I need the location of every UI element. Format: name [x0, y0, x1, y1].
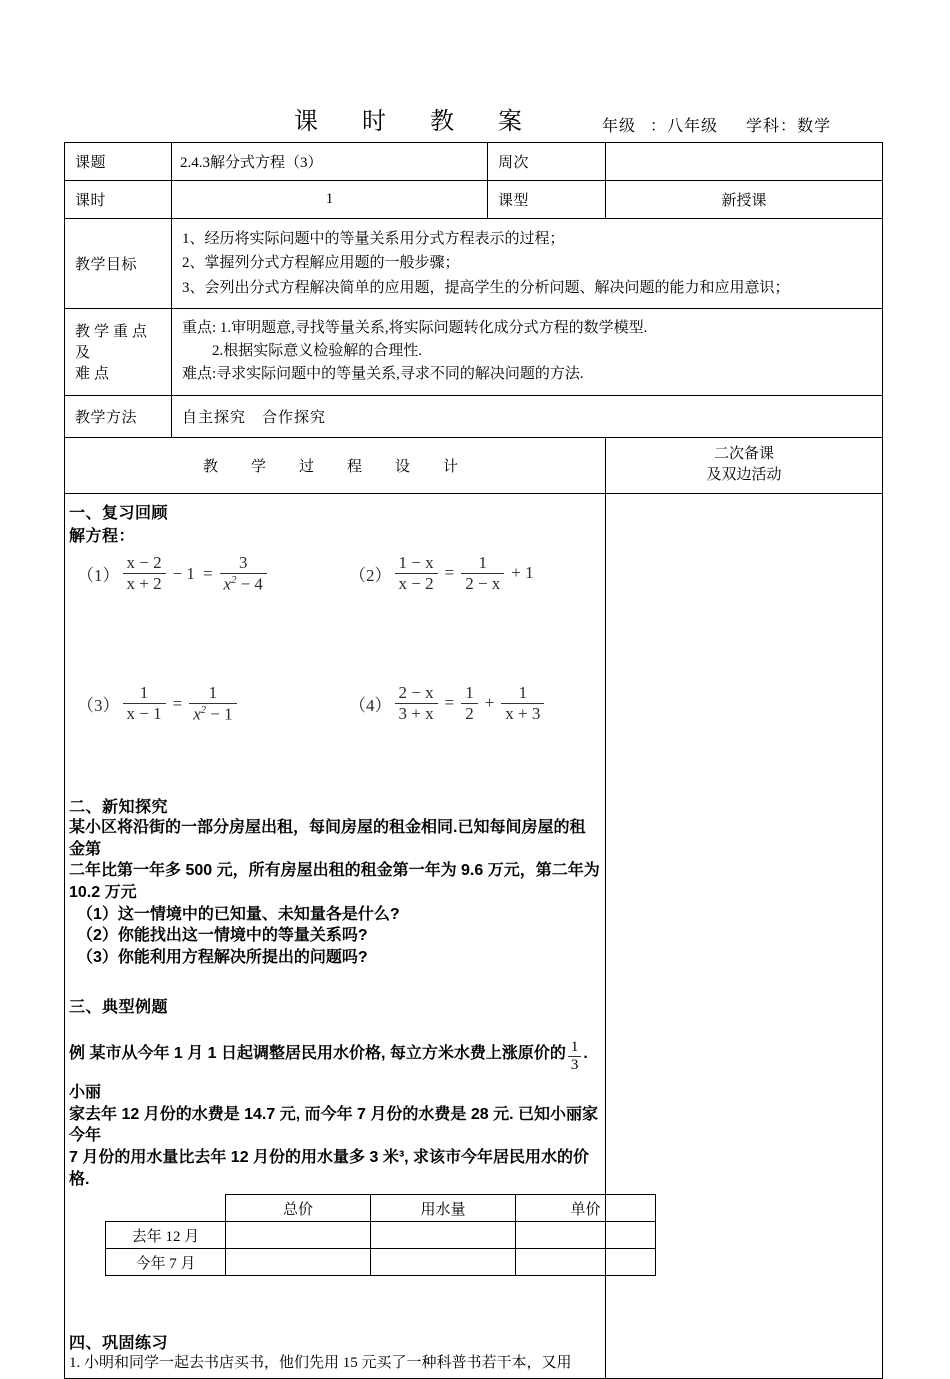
section3-heading: 三、典型例题 — [69, 999, 169, 1017]
water-usage-row2-total[interactable] — [226, 1249, 371, 1276]
equation-4 — [349, 684, 547, 723]
equation-3-f2-den-base: x — [193, 704, 201, 724]
equation-2-equals: = — [444, 563, 455, 583]
water-usage-row2-amount[interactable] — [371, 1249, 516, 1276]
example-fraction-denominator: 3 — [568, 1056, 582, 1073]
water-usage-table — [105, 1194, 656, 1276]
example-line-2: 家去年 12 月份的水费是 14.7 元, 而今年 7 月份的水费是 28 元. 已知小丽家今年 — [69, 1105, 598, 1145]
table-row-objectives — [65, 219, 883, 309]
equation-4-f2-numerator: 1 — [465, 683, 474, 703]
table-row-key-points — [65, 308, 883, 395]
equation-1-minus-one: − 1 — [172, 563, 195, 583]
equation-4-equals: = — [444, 693, 455, 713]
method-value[interactable]: 自主探究 合作探究 — [172, 395, 883, 437]
objectives-label: 教学目标 — [65, 219, 172, 309]
water-usage-table-header-row — [106, 1195, 656, 1222]
lesson-type-value[interactable]: 新授课 — [606, 181, 883, 219]
equation-3-f1-denominator: x − 1 — [123, 703, 166, 723]
equation-2-f1-numerator: 1 − x — [398, 553, 434, 573]
section2-paragraph-line3: 10.2 万元 — [69, 883, 137, 901]
section3-example — [69, 1039, 601, 1190]
week-value[interactable] — [606, 143, 883, 181]
spacer-before-example — [69, 1017, 601, 1043]
equation-4-f3-denominator: x + 3 — [501, 703, 544, 723]
water-usage-row1-total[interactable] — [226, 1222, 371, 1249]
equation-4-f1-numerator: 2 − x — [398, 683, 434, 703]
water-usage-header-corner — [106, 1195, 226, 1222]
equation-2-plus-one: + 1 — [511, 563, 534, 583]
equation-4-label: （4） — [349, 695, 392, 715]
equation-4-f2-denominator: 2 — [461, 703, 478, 723]
equation-1-f2-den-base: x — [223, 574, 232, 594]
section1-heading: 一、复习回顾 — [69, 505, 169, 523]
objective-item-2: 2、掌握列分式方程解应用题的一般步骤； — [182, 255, 460, 272]
method-label: 教学方法 — [65, 395, 172, 437]
equation-4-f3-numerator: 1 — [518, 683, 528, 703]
table-row-topic — [65, 143, 883, 181]
equation-3-f2-numerator: 1 — [208, 683, 218, 703]
periods-label: 课时 — [65, 181, 172, 219]
equation-3-f2-den-tail: − 1 — [210, 704, 233, 724]
equation-4-f1-denominator: 3 + x — [395, 703, 438, 723]
equation-3 — [77, 684, 240, 723]
equation-1-fraction-1 — [123, 554, 166, 593]
section2-paragraph-line2: 二年比第一年多 500 元，所有房屋出租的租金第一年为 9.6 万元，第二年为 — [69, 862, 600, 880]
example-line-3: 7 月份的用水量比去年 12 月份的用水量多 3 米³, 求该市今年居民用水的价格. — [69, 1149, 590, 1188]
table-row — [106, 1222, 656, 1249]
example-fraction-numerator: 1 — [570, 1039, 579, 1056]
process-design-header: 教 学 过 程 设 计 — [65, 437, 606, 494]
section2-heading: 二、新知探究 — [69, 799, 169, 817]
equation-row-a — [69, 550, 601, 612]
objectives-value — [172, 219, 883, 309]
document-header — [64, 96, 882, 136]
key-points-line-3: 难点:寻求实际问题中的等量关系,寻求不同的解决问题的方法. — [182, 366, 584, 383]
equation-3-equals: = — [172, 693, 183, 713]
key-points-value — [172, 308, 883, 395]
equation-3-f2-denominator — [189, 703, 236, 724]
periods-value[interactable]: 1 — [172, 181, 488, 219]
equation-3-f1-numerator: 1 — [139, 683, 149, 703]
equation-1-f2-den-tail: − 4 — [240, 574, 263, 594]
equation-2-f2-denominator: 2 − x — [461, 573, 504, 593]
water-usage-row2-label: 今年 7 月 — [106, 1249, 226, 1276]
equation-4-plus: + — [484, 693, 495, 713]
lesson-plan-table — [64, 142, 883, 1379]
water-usage-row1-amount[interactable] — [371, 1222, 516, 1249]
example-line-1 — [69, 1039, 601, 1104]
section2-question-3: （3）你能利用方程解决所提出的问题吗? — [77, 948, 368, 966]
equation-3-fraction-2 — [189, 684, 236, 723]
objective-item-3: 3、会列出分式方程解决简单的应用题，提高学生的分析问题、解决问题的能力和应用意识； — [182, 279, 790, 296]
water-usage-row1-label: 去年 12 月 — [106, 1222, 226, 1249]
equation-1-equals: = — [202, 563, 213, 583]
table-row-periods — [65, 181, 883, 219]
water-usage-header-unitprice: 单价 — [516, 1195, 656, 1222]
example-line-1-part-b: . 小丽 — [69, 1045, 588, 1102]
section4-heading: 四、巩固练习 — [69, 1335, 169, 1353]
water-usage-header-amount: 用水量 — [371, 1195, 516, 1222]
grade-label: 年级 — [602, 118, 637, 135]
header-meta — [602, 113, 831, 136]
grade-separator: ： — [650, 118, 668, 135]
subject-value: 数学 — [797, 118, 832, 135]
equation-3-label: （3） — [77, 696, 120, 716]
objective-item-1: 1、经历将实际问题中的等量关系用分式方程表示的过程； — [182, 231, 565, 247]
grade-value: 八年级 — [667, 118, 719, 135]
secondary-prep-header — [606, 437, 883, 494]
equation-4-fraction-2 — [461, 684, 478, 723]
equation-2-label: （2） — [349, 565, 392, 585]
equation-1-fraction-2 — [220, 554, 267, 593]
section1-subheading: 解方程： — [69, 528, 136, 546]
equation-1-f2-denominator — [220, 573, 267, 594]
process-body-cell — [65, 494, 606, 1379]
secondary-prep-line1: 二次备课 — [713, 445, 774, 462]
table-row-method — [65, 395, 883, 437]
equation-1-f1-denominator: x + 2 — [123, 573, 166, 593]
spacer-after-equations — [69, 750, 601, 794]
equation-4-fraction-3 — [501, 684, 544, 723]
key-points-label — [65, 308, 172, 395]
secondary-prep-body-cell[interactable] — [606, 494, 883, 1379]
table-row-process-header — [65, 437, 883, 494]
equation-3-f2-den-exponent: 2 — [200, 704, 206, 716]
equation-4-fraction-1 — [395, 684, 438, 723]
key-points-line-2: 2.根据实际意义检验解的合理性. — [212, 343, 423, 360]
section2-question-2: （2）你能找出这一情境中的等量关系吗? — [77, 927, 368, 945]
equation-2 — [349, 554, 538, 593]
equation-2-fraction-2 — [461, 554, 504, 593]
table-row-process-body — [65, 494, 883, 1379]
section2-paragraph-line1: 某小区将沿街的一部分房屋出租，每间房屋的租金相同.已知每间房屋的租金第 — [69, 819, 586, 858]
subject-label: 学科： — [746, 118, 798, 135]
topic-value[interactable]: 2.4.3解分式方程（3） — [172, 143, 488, 181]
equation-1-f1-numerator: x − 2 — [126, 553, 162, 573]
equation-2-f1-denominator: x − 2 — [395, 573, 438, 593]
lesson-type-label: 课型 — [488, 181, 606, 219]
equation-1-label: （1） — [77, 566, 120, 586]
example-line-1-part-a: 例 某市从今年 1 月 1 日起调整居民用水价格, 每立方米水费上涨原价的 — [69, 1045, 566, 1063]
week-label: 周次 — [488, 143, 606, 181]
spacer-after-inner-table — [69, 1276, 601, 1330]
equation-1 — [77, 554, 270, 593]
equation-1-f2-numerator: 3 — [238, 553, 248, 573]
table-row — [106, 1249, 656, 1276]
equation-row-b — [69, 680, 601, 750]
key-points-line-1: 重点: 1.审明题意,寻找等量关系,将实际问题转化成分式方程的数学模型. — [182, 319, 648, 336]
water-usage-header-total: 总价 — [226, 1195, 371, 1222]
equation-3-fraction-1 — [123, 684, 166, 723]
equation-2-f2-numerator: 1 — [478, 553, 487, 573]
page-title: 课 时 教 案 — [294, 109, 532, 135]
section4-line-1: 1. 小明和同学一起去书店买书，他们先用 15 元买了一种科普书若干本，又用 — [69, 1355, 572, 1372]
key-points-label-line1: 教学重点及 — [75, 324, 152, 362]
equation-2-fraction-1 — [395, 554, 438, 593]
section2-question-1: （1）这一情境中的已知量、未知量各是什么? — [77, 905, 400, 923]
secondary-prep-line2: 及双边活动 — [706, 467, 782, 484]
key-points-label-line2: 难点 — [75, 366, 114, 383]
equation-1-f2-den-exponent: 2 — [231, 574, 237, 586]
example-fraction-one-third — [568, 1040, 582, 1073]
spacer-after-section2 — [69, 968, 601, 994]
topic-label: 课题 — [65, 143, 172, 181]
section2-paragraph — [69, 817, 601, 968]
